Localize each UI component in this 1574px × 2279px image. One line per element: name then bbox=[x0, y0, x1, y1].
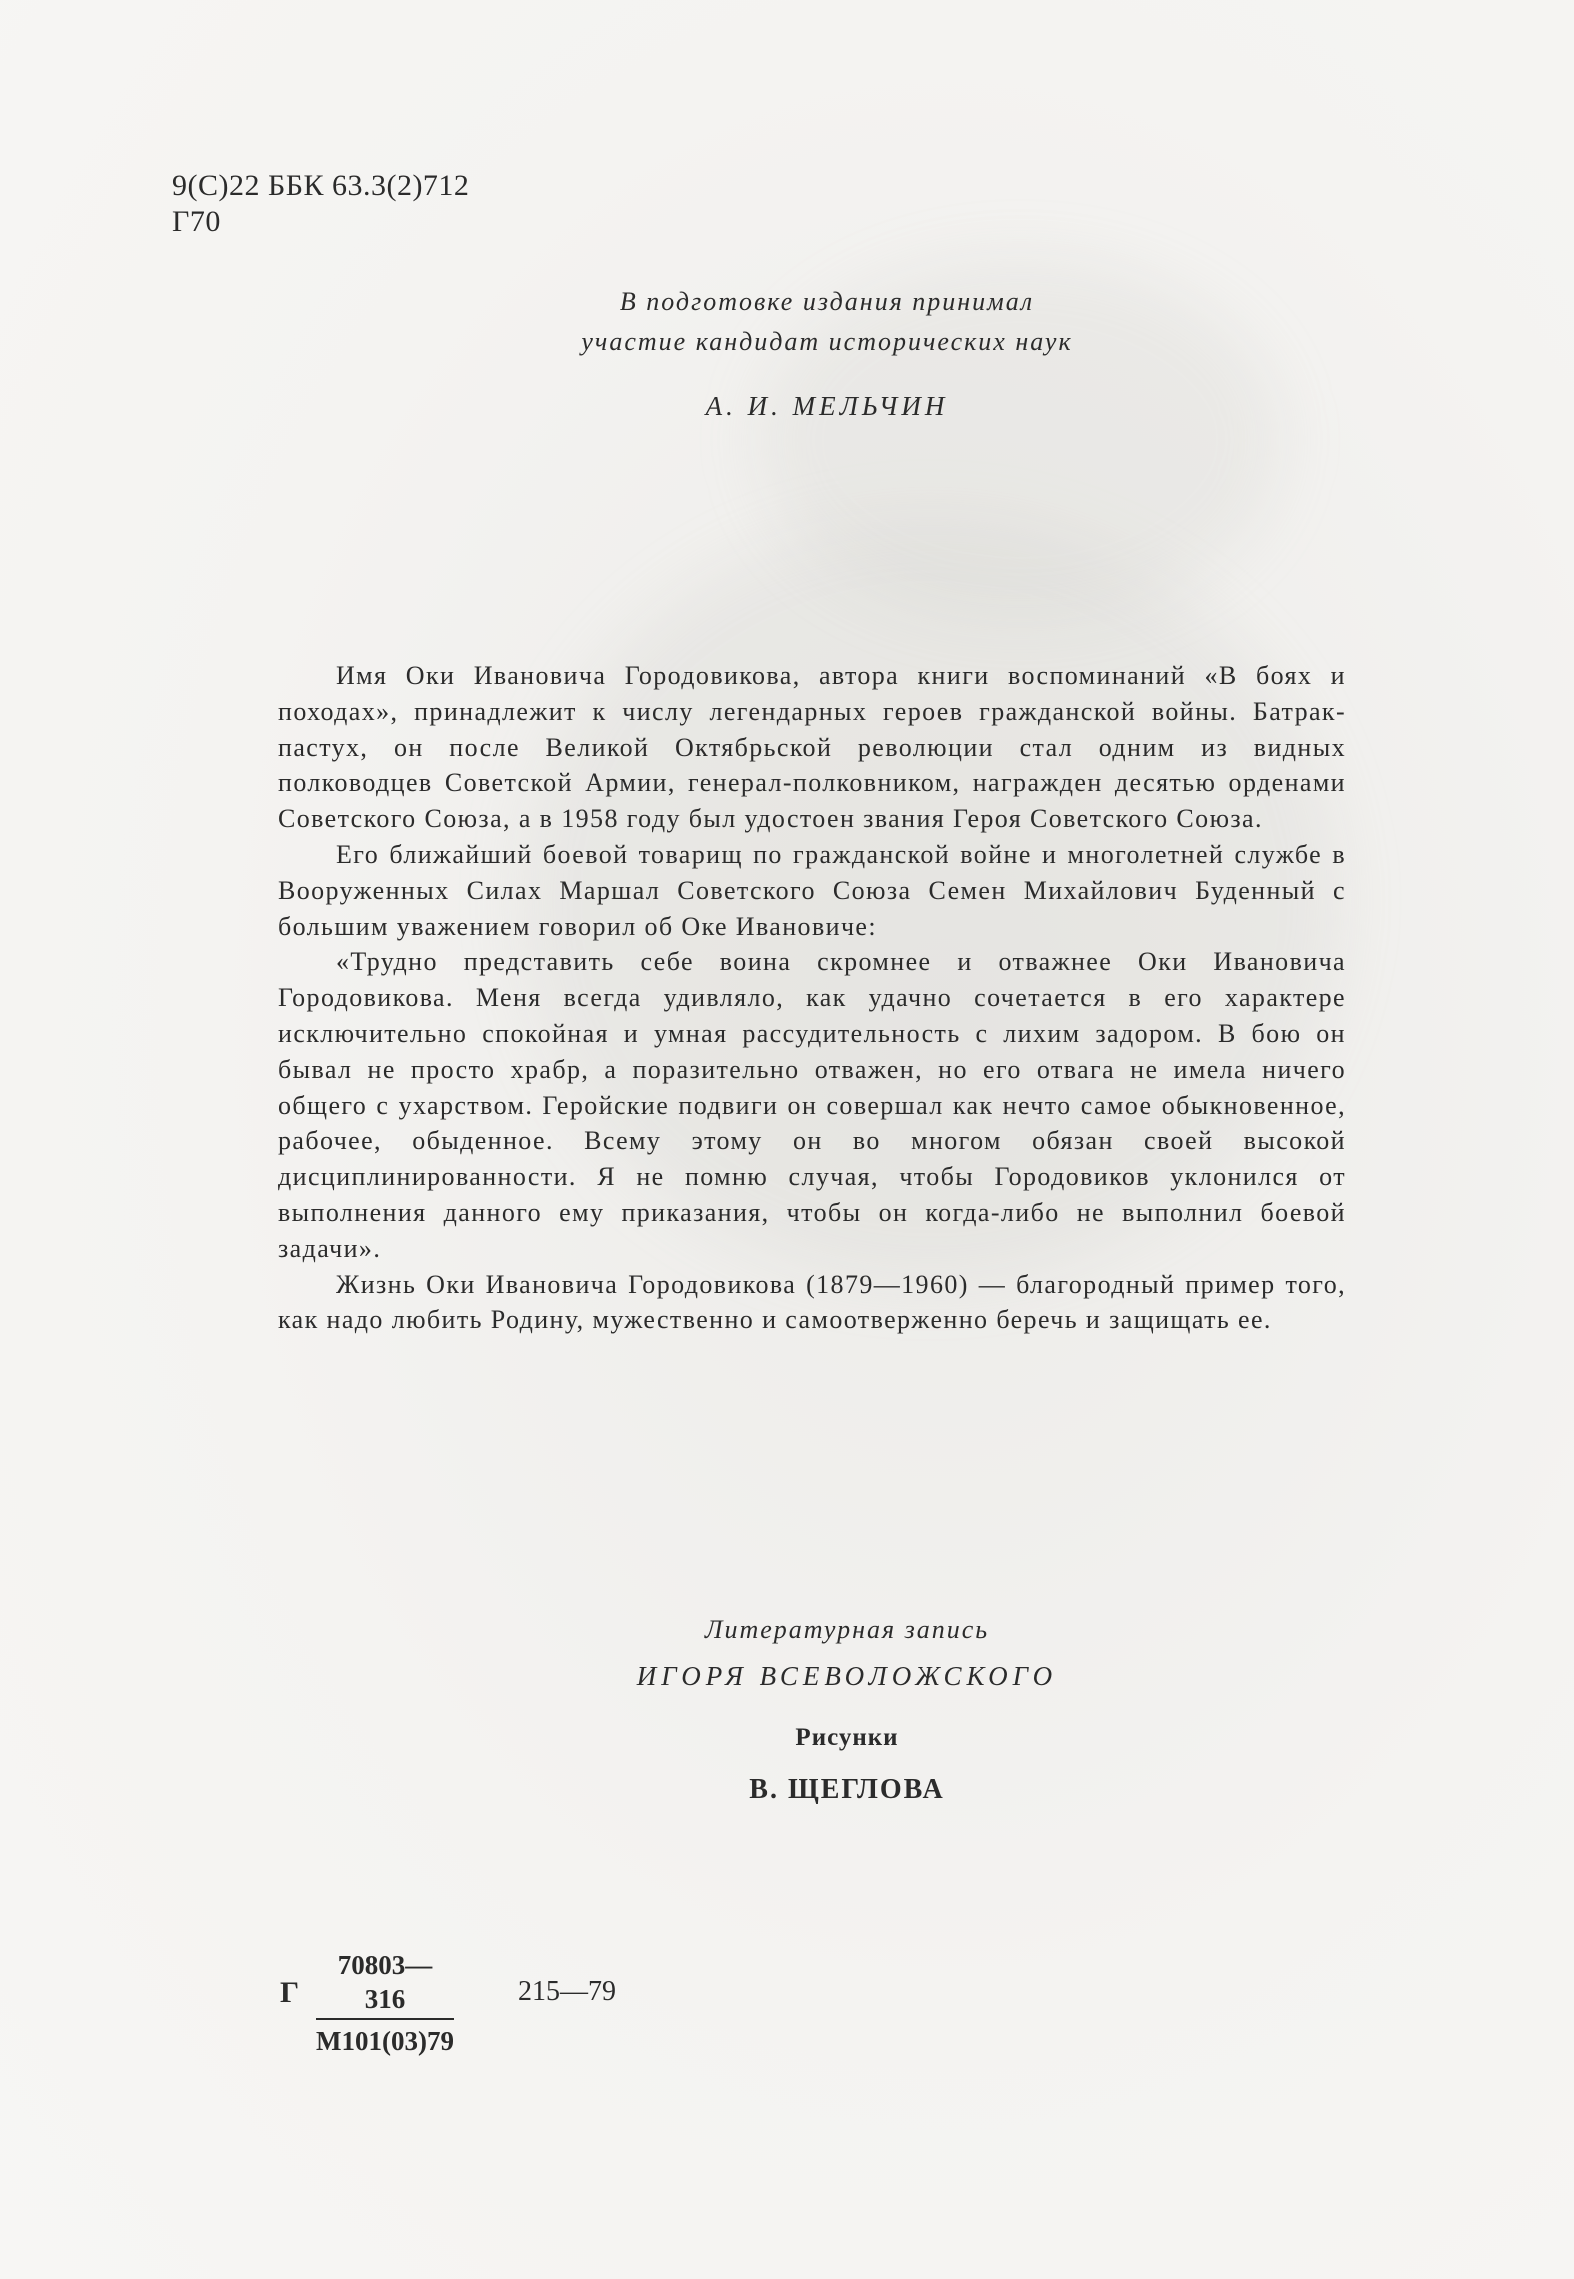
annotation-paragraph: Имя Оки Ивановича Городовикова, автора книги воспоминаний «В боях и походах», принадлежит к числу легендарных героев гражданской войны. Батрак-пастух, он после Великой Октябрьской революции стал одним из видных полководцев Советской Армии, генерал-полковником, награжден десятью орденами Советского Союза, а в 1958 году был удостоен звания Героя Советского Союза. bbox=[278, 661, 1346, 834]
library-classification bbox=[172, 168, 469, 240]
index-letter: Г bbox=[280, 1976, 300, 2009]
illustrations-name: В. ЩЕГЛОВА bbox=[749, 1774, 945, 1805]
preparation-line-1: В подготовке издания принимал bbox=[619, 287, 1035, 316]
annotation-paragraph: Его ближайший боевой товарищ по гражданской войне и многолетней службе в Вооруженных Силах Маршал Советского Союза Семен Михайлович Буденный с большим уважением говорил об Оке Ивановиче: bbox=[278, 839, 1346, 941]
preparation-line-2: участие кандидат исторических наук bbox=[581, 327, 1073, 356]
preparation-credit bbox=[0, 282, 1574, 426]
literary-label: Литературная запись bbox=[704, 1615, 990, 1644]
annotation-paragraph: «Трудно представить себе воина скромнее и отважнее Оки Ивановича Городовикова. Меня всегда удивляло, как удачно сочетается в его характере исключительно спокойная и умная рассудительность с лихим задором. В бою он бывал не просто храбр, а поразительно отважен, но его отвага не имела ничего общего с ухарством. Геройские подвиги он совершал как нечто самое обыкновенное, рабочее, обыденное. Всему этому он во многом обязан своей высокой дисциплинированности. Я не помню случая, чтобы Городовиков уклонился от выполнения данного ему приказания, чтобы он когда-либо не выполнил боевой задачи». bbox=[278, 947, 1346, 1263]
annotation-paragraph: Жизнь Оки Ивановича Городовикова (1879—1960) — благородный пример того, как надо любить Родину, мужественно и самоотверженно беречь и защищать ее. bbox=[278, 1269, 1346, 1335]
index-suffix: 215—79 bbox=[518, 1976, 616, 2007]
annotation bbox=[278, 658, 1346, 1338]
index-fraction bbox=[316, 1948, 454, 2058]
literary-name: ИГОРЯ ВСЕВОЛОЖСКОГО bbox=[636, 1661, 1058, 1691]
index-denominator: М101(03)79 bbox=[316, 2026, 454, 2056]
illustrations-label: Рисунки bbox=[795, 1724, 899, 1751]
classification-code: 9(С)22 ББК 63.3(2)712 bbox=[172, 169, 470, 202]
index-numerator: 70803—316 bbox=[316, 1948, 454, 2020]
credits bbox=[0, 1610, 1574, 1810]
preparation-name: А. И. МЕЛЬЧИН bbox=[705, 391, 949, 421]
author-sign: Г70 bbox=[172, 205, 221, 238]
